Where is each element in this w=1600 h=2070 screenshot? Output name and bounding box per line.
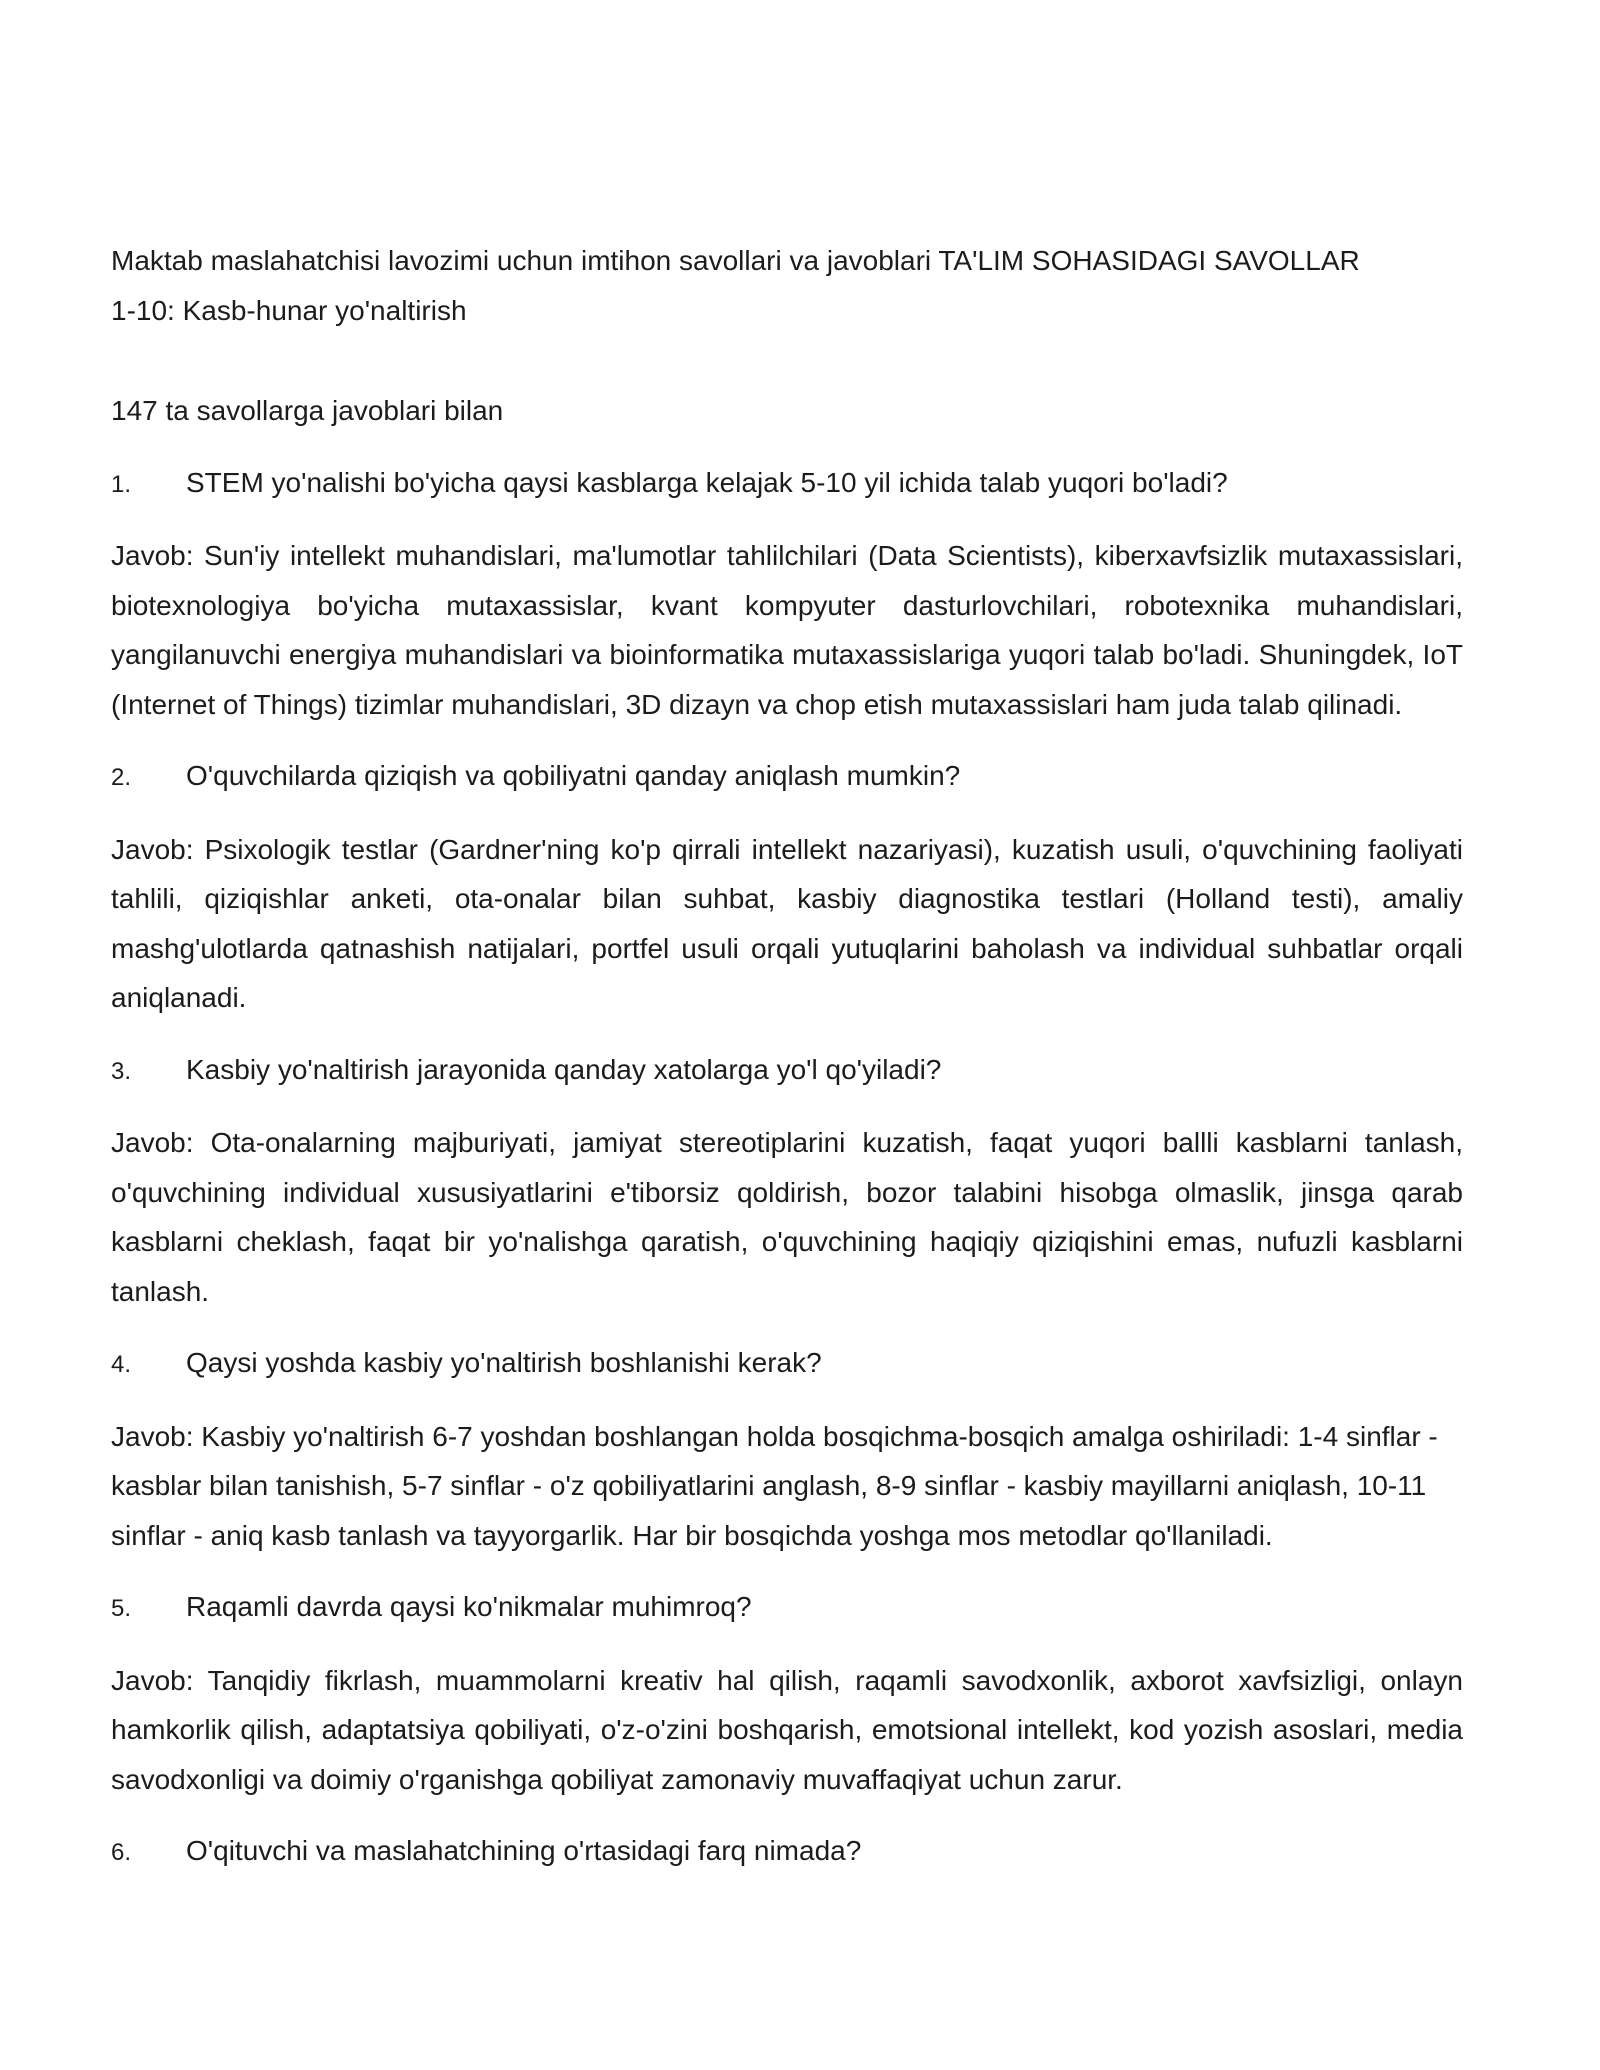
question-number: 1. (111, 470, 132, 498)
question-list (111, 458, 1463, 1878)
qa-item-5 (111, 1582, 1463, 1804)
question-text: Raqamli davrda qaysi ko'nikmalar muhimroq? (186, 1591, 752, 1622)
question-number: 5. (111, 1595, 132, 1622)
answer-text: Javob: Kasbiy yo'naltirish 6-7 yoshdan boshlangan holda bosqichma-bosqich amalga oshiriladi: 1-4 sinflar - kasblar bilan tanishish, 5-7 sinflar - o'z qobiliyatlarini anglash, 8-9 sinflar - kasbiy mayillarni aniqlash, 10-11 sinflar - aniq kasb tanlash va tayyorgarlik. Har bir bosqichda yoshga mos metodlar qo'llaniladi. (111, 1420, 1438, 1551)
answer-text: Javob: Psixologik testlar (Gardner'ning ko'p qirrali intellekt nazariyasi), kuzatish usuli, o'quvchining faoliyati tahlili, qiziqishlar anketi, ota-onalar bilan suhbat, kasbiy diagnostika testlari (Holland testi), amaliy mashg'ulotlarda qatnashish natijalari, portfel usuli orqali yutuqlarini baholash va individual suhbatlar orqali aniqlanadi. (111, 833, 1463, 1013)
qa-item-1 (111, 458, 1463, 730)
document-subtitle: 147 ta savollarga javoblari bilan (111, 395, 504, 426)
qa-item-2 (111, 751, 1463, 1023)
answer-text: Javob: Tanqidiy fikrlash, muammolarni kreativ hal qilish, raqamli savodxonlik, axborot xavfsizligi, onlayn hamkorlik qilish, adaptatsiya qobiliyati, o'z-o'zini boshqarish, emotsional intellekt, kod yozish asoslari, media savodxonligi va doimiy o'rganishga qobiliyat zamonaviy muvaffaqiyat uchun zarur. (111, 1664, 1463, 1795)
answer-text: Javob: Ota-onalarning majburiyati, jamiyat stereotiplarini kuzatish, faqat yuqori ballli kasblarni tanlash, o'quvchining individual xususiyatlarini e'tiborsiz qoldirish, bozor talabini hisobga olmaslik, jinsga qarab kasblarni cheklash, faqat bir yo'nalishga qaratish, o'quvchining haqiqiy qiziqishini emas, nufuzli kasblarni tanlash. (111, 1127, 1463, 1307)
question-text: O'quvchilarda qiziqish va qobiliyatni qanday aniqlash mumkin? (186, 760, 961, 791)
answer-text: Javob: Sun'iy intellekt muhandislari, ma'lumotlar tahlilchilari (Data Scientists), kiberxavfsizlik mutaxassislari, biotexnologiya bo'yicha mutaxassislar, kvant kompyuter dasturlovchilari, robotexnika muhandislari, yangilanuvchi energiya muhandislari va bioinformatika mutaxassislariga yuqori talab bo'ladi. Shuningdek, IoT (Internet of Things) tizimlar muhandislari, 3D dizayn va chop etish mutaxassislari ham juda talab qilinadi. (111, 540, 1463, 720)
question-text: Kasbiy yo'naltirish jarayonida qanday xatolarga yo'l qo'yiladi? (186, 1053, 942, 1085)
qa-item-4 (111, 1338, 1463, 1560)
question (111, 458, 1463, 510)
document-content (111, 236, 1463, 1878)
question-number: 2. (111, 764, 132, 791)
question-text: Qaysi yoshda kasbiy yo'naltirish boshlanishi kerak? (186, 1347, 822, 1378)
question-number: 4. (111, 1351, 132, 1378)
qa-item-6 (111, 1826, 1463, 1878)
question (111, 751, 1463, 803)
question (111, 1826, 1463, 1878)
qa-item-3 (111, 1045, 1463, 1317)
question-number: 6. (111, 1839, 132, 1866)
question (111, 1338, 1463, 1390)
question-number: 3. (111, 1057, 132, 1085)
question-text: STEM yo'nalishi bo'yicha qaysi kasblarga kelajak 5-10 yil ichida talab yuqori bo'ladi? (186, 466, 1228, 498)
section-heading: 1-10: Kasb-hunar yo'naltirish (111, 294, 467, 326)
question-text: O'qituvchi va maslahatchining o'rtasidagi farq nimada? (186, 1835, 862, 1866)
question (111, 1582, 1463, 1634)
document-title: Maktab maslahatchisi lavozimi uchun imtihon savollari va javoblari TA'LIM SOHASIDAGI SAVOLLAR (111, 245, 1360, 276)
question (111, 1045, 1463, 1097)
